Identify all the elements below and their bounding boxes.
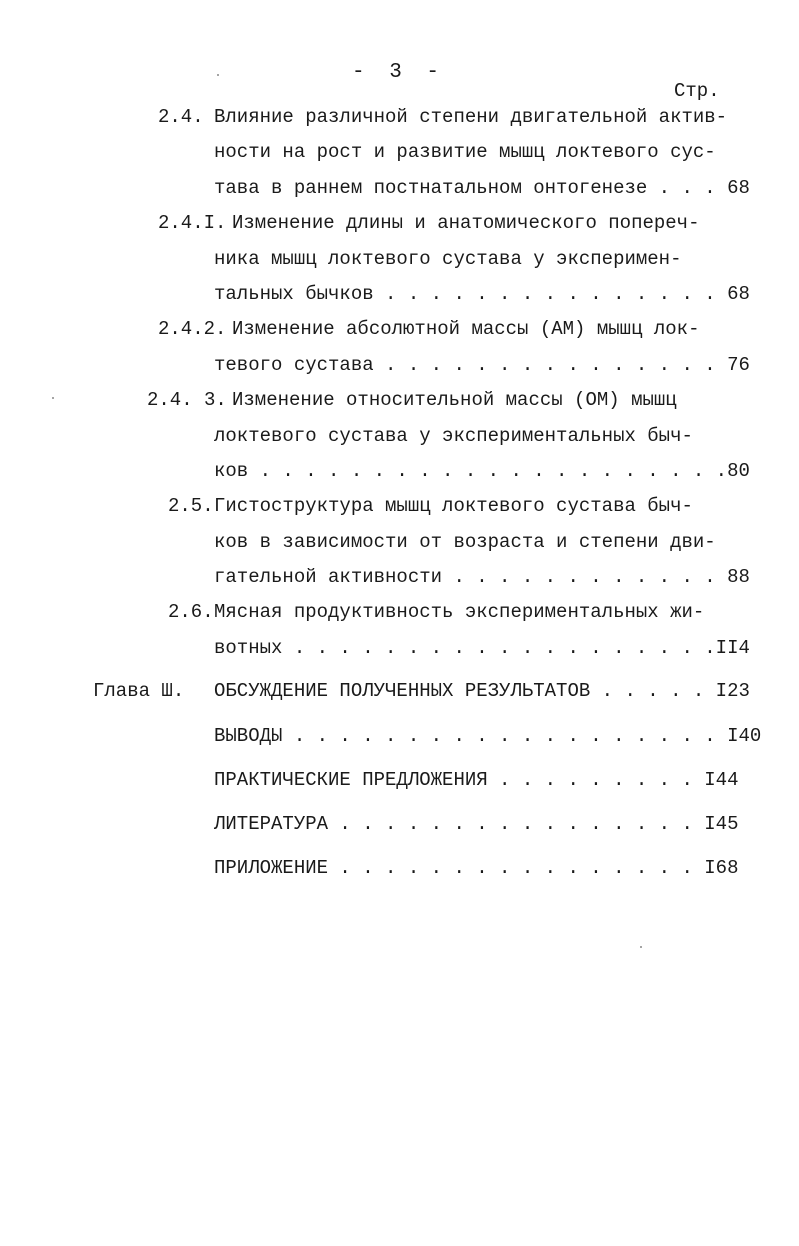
entry-line: ков . . . . . . . . . . . . . . . . . . . . .80	[214, 460, 750, 482]
entry-number: 2.4.	[158, 106, 204, 128]
section-vyvody: ВЫВОДЫ . . . . . . . . . . . . . . . . . . . I40	[214, 725, 762, 747]
entry-line: Гистоструктура мышц локтевого сустава быч-	[214, 495, 693, 517]
page-column-header: Стр.	[674, 80, 720, 102]
chapter-label: Глава Ш.	[93, 680, 185, 702]
section-literatura: ЛИТЕРАТУРА . . . . . . . . . . . . . . . . I45	[214, 813, 739, 835]
entry-number: 2.4.2.	[158, 318, 227, 340]
scan-speck	[640, 946, 642, 948]
entry-line: Влияние различной степени двигательной актив-	[214, 106, 728, 128]
entry-line: Мясная продуктивность экспериментальных жи-	[214, 601, 705, 623]
entry-line: ности на рост и развитие мышц локтевого сус-	[214, 141, 716, 163]
entry-line: вотных . . . . . . . . . . . . . . . . . . .II4	[214, 637, 750, 659]
entry-line: тевого сустава . . . . . . . . . . . . . . . 76	[214, 354, 750, 376]
entry-line: гательной активности . . . . . . . . . . . . 88	[214, 566, 750, 588]
entry-line: ника мышц локтевого сустава у эксперимен-	[214, 248, 682, 270]
entry-number: 2.4.I.	[158, 212, 227, 234]
entry-line: Изменение длины и анатомического попереч-	[232, 212, 700, 234]
entry-line: локтевого сустава у экспериментальных быч-	[214, 425, 693, 447]
entry-line: тава в раннем постнатальном онтогенезе . . . 68	[214, 177, 750, 199]
entry-number: 2.5.	[168, 495, 214, 517]
entry-number: 2.4. 3.	[147, 389, 227, 411]
entry-number: 2.6.	[168, 601, 214, 623]
scan-speck	[217, 74, 219, 76]
entry-line: Изменение абсолютной массы (АМ) мышц лок-	[232, 318, 700, 340]
page-number: - 3 -	[352, 61, 446, 84]
scan-speck	[52, 397, 54, 399]
section-prilozhenie: ПРИЛОЖЕНИЕ . . . . . . . . . . . . . . . . I68	[214, 857, 739, 879]
entry-line: Изменение относительной массы (ОМ) мышц	[232, 389, 677, 411]
entry-line: ков в зависимости от возраста и степени дви-	[214, 531, 716, 553]
entry-line: тальных бычков . . . . . . . . . . . . . . . 68	[214, 283, 750, 305]
chapter-title: ОБСУЖДЕНИЕ ПОЛУЧЕННЫХ РЕЗУЛЬТАТОВ . . . . . I23	[214, 680, 750, 702]
section-predlozheniya: ПРАКТИЧЕСКИЕ ПРЕДЛОЖЕНИЯ . . . . . . . . . I44	[214, 769, 739, 791]
